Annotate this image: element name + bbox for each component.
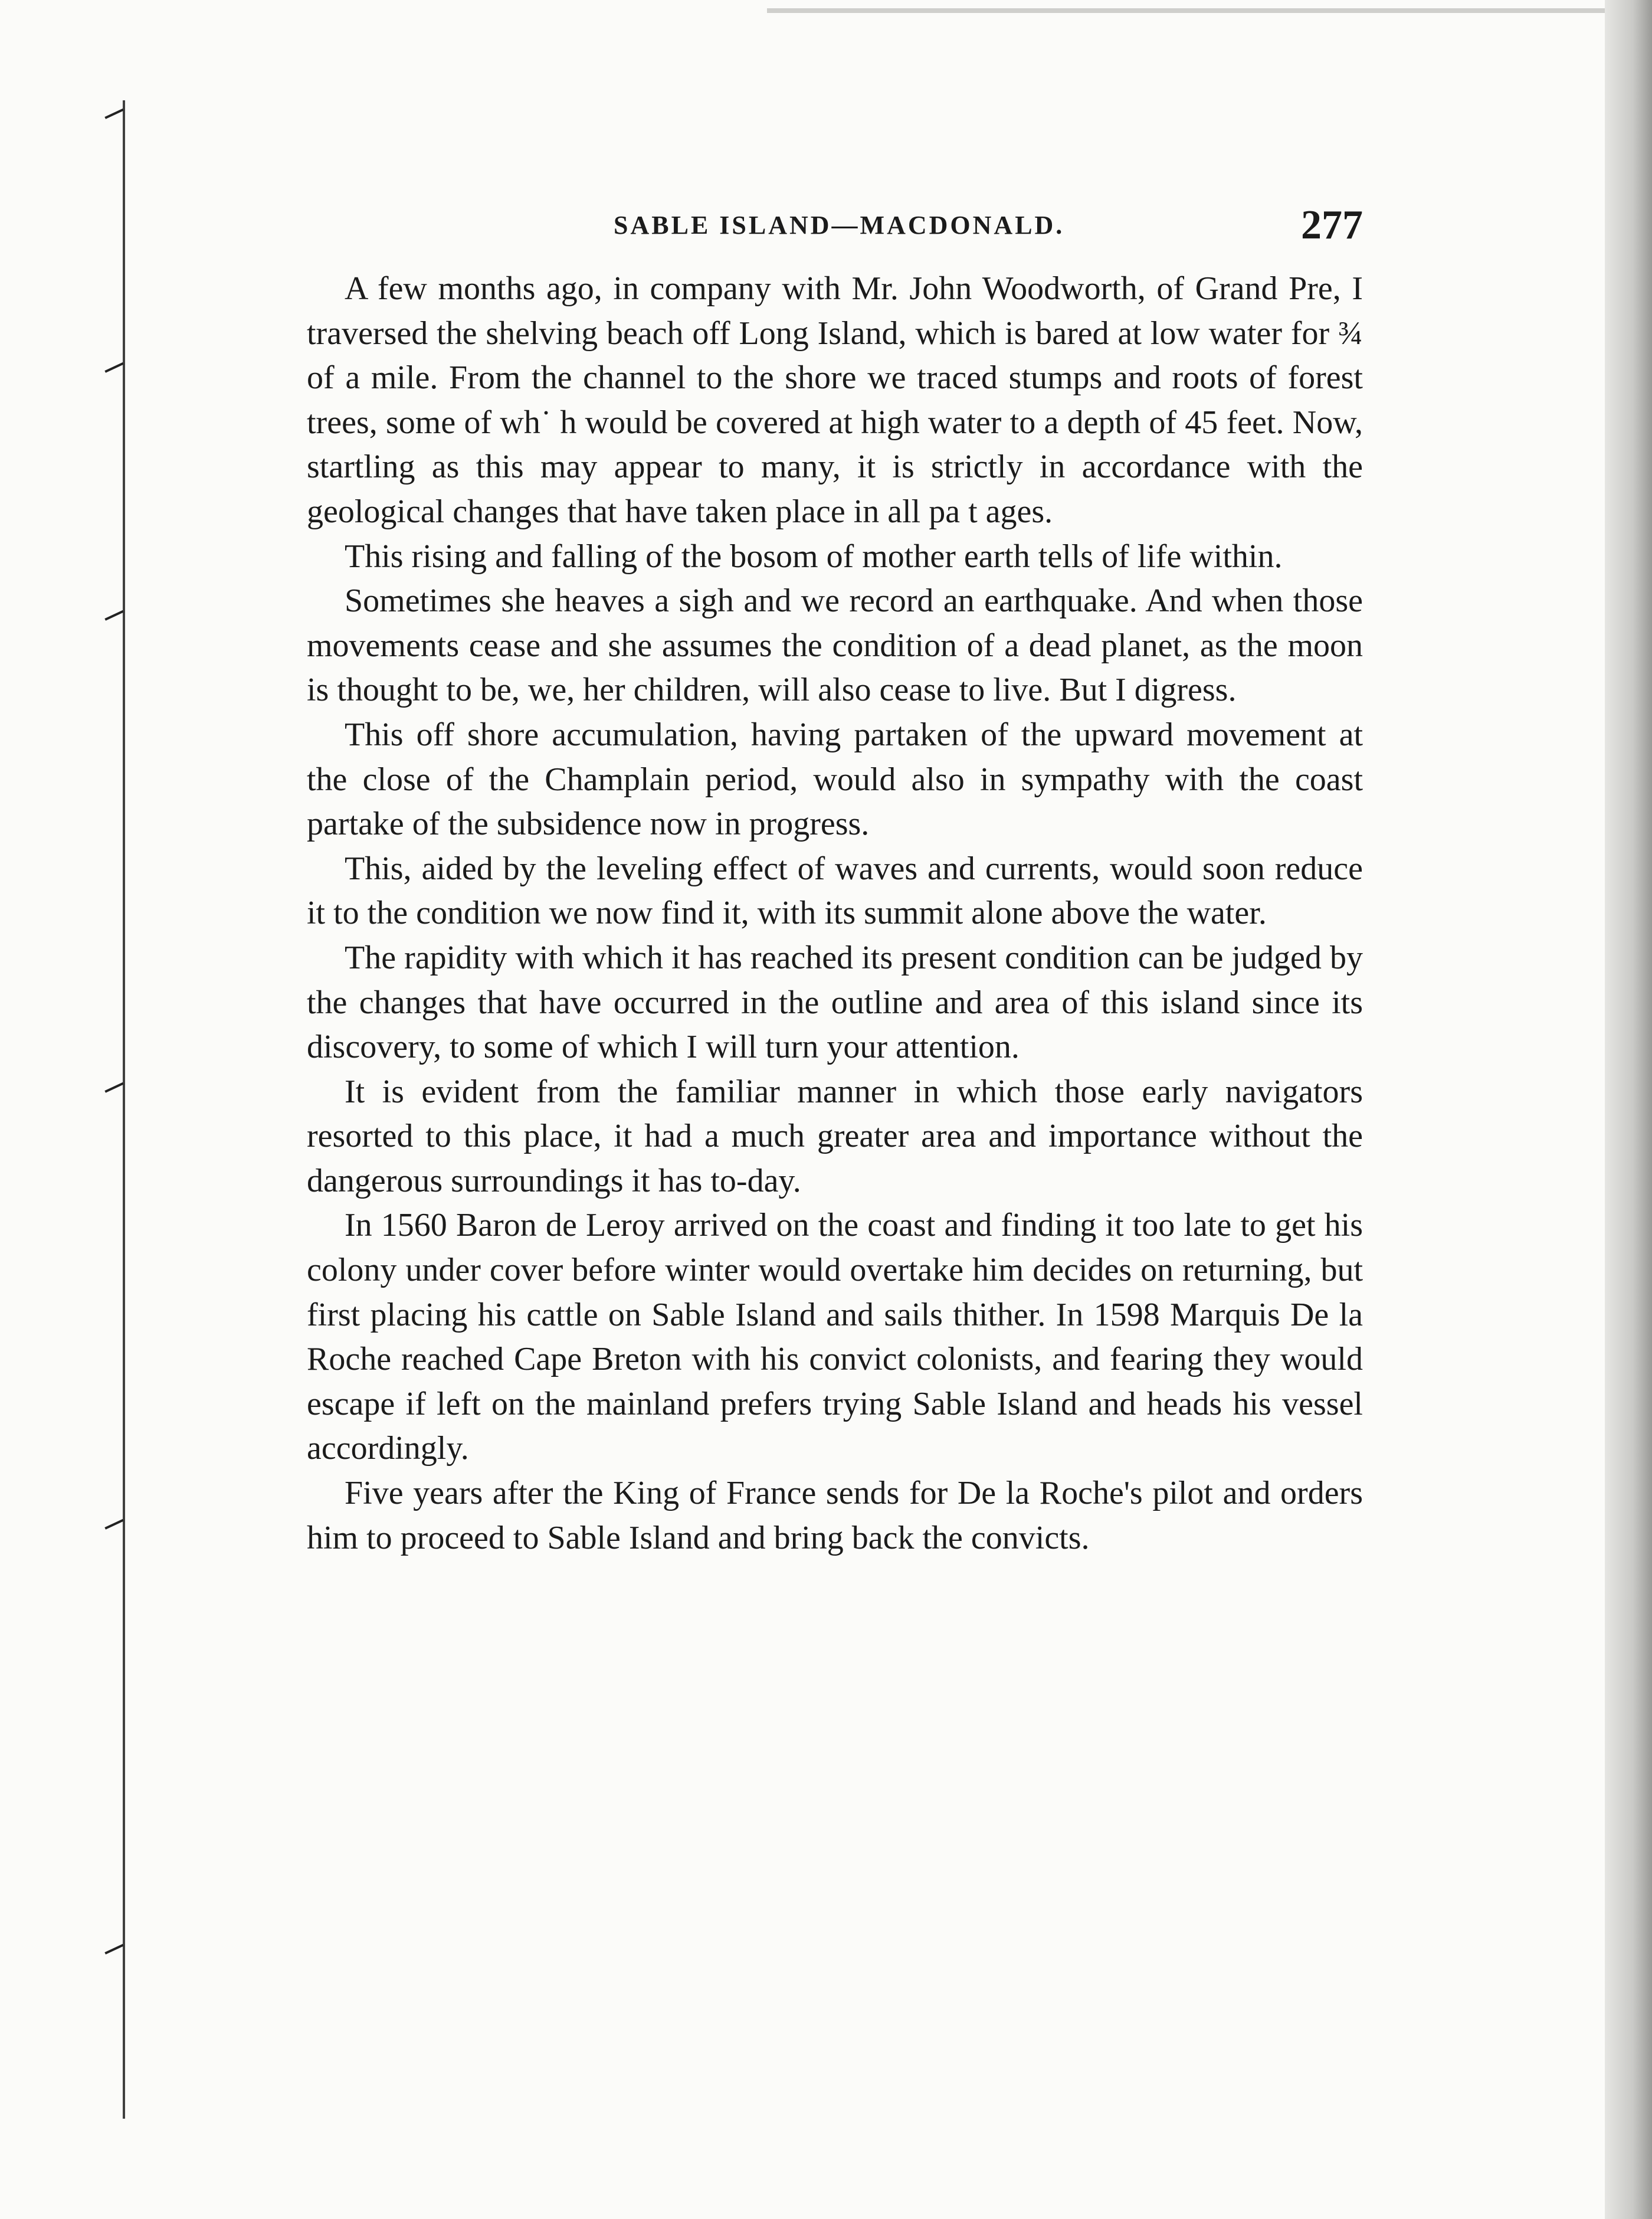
paragraph: It is evident from the familiar manner in which those early navigators resorted to this place, it had a much greater area and importance without the dangerous surroundings it has to-day. xyxy=(307,1073,1363,1199)
binding-spine xyxy=(123,100,125,2119)
page-header xyxy=(307,202,1363,249)
paragraph: This, aided by the leveling effect of waves and currents, would soon reduce it to the condition we now find it, with its summit alone above the water. xyxy=(307,850,1363,932)
paragraph: This off shore accumulation, having partaken of the upward movement at the close of the Champlain period, would also in sympathy with the coast partake of the subsidence now in progress. xyxy=(307,716,1363,843)
top-edge-rule xyxy=(767,8,1611,13)
paragraph: In 1560 Baron de Leroy arrived on the coast and finding it too late to get his colony under cover before winter would overtake him decides on returning, but first placing his cattle on Sable Island and sails thither. In 1598 Marquis De la Roche reached Cape Breton with his convict colonists, and fearing they would escape if left on the mainland prefers trying Sable Island and heads his vessel accordingly. xyxy=(307,1207,1363,1467)
paragraph: This rising and falling of the bosom of mother earth tells of life within. xyxy=(345,538,1283,575)
paragraph: The rapidity with which it has reached its present condition can be judged by the changes that have occurred in the outline and area of this island since its discovery, to some of which I will turn your attention. xyxy=(307,939,1363,1066)
paragraph: A few months ago, in company with Mr. John Woodworth, of Grand Pre, I traversed the shelving beach off Long Island, which is bared at low water for ¾ of a mile. From the channel to the shore we traced stumps and roots of forest trees, some of wh˙ h would be covered at high water to a depth of 45 feet. Now, startling as this may appear to many, it is strictly in accordance with the geological changes that have taken place in all pa t ages. xyxy=(307,270,1363,530)
paragraph: Five years after the King of France sends for De la Roche's pilot and orders him to proceed to Sable Island and bring back the convicts. xyxy=(307,1475,1363,1556)
page-number: 277 xyxy=(1301,202,1363,248)
running-head: SABLE ISLAND—MACDONALD. xyxy=(614,211,1065,240)
body-text xyxy=(307,267,1363,1560)
page-edge-shadow xyxy=(1605,0,1652,2219)
paragraph: Sometimes she heaves a sigh and we record an earthquake. And when those movements cease and she assumes the condition of a dead planet, as the moon is thought to be, we, her children, will also cease to live. But I digress. xyxy=(307,582,1363,709)
